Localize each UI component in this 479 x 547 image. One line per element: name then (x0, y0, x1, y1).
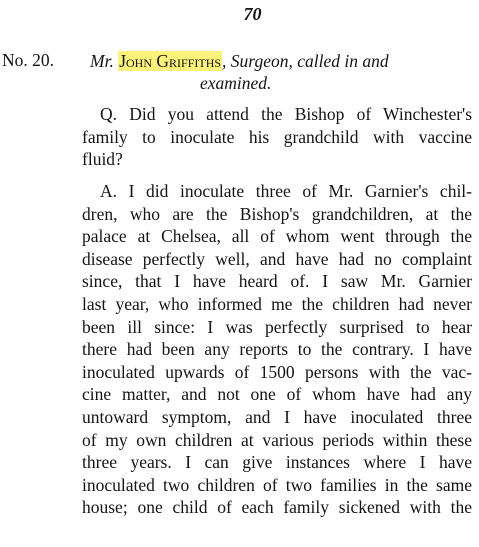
answer-line: A. I did inoculate three of Mr. Garnier's chil- (100, 181, 472, 201)
question-line: fluid? (82, 149, 123, 170)
heading-title-line2: examined. (200, 73, 272, 93)
answer-line: cine matter, and not one of whom have had any (82, 384, 472, 405)
entry-number: No. 20. (2, 50, 55, 70)
answer-line: house; one child of each family sickened with the (82, 497, 472, 518)
answer-line: of my own children at various periods within these (82, 429, 472, 450)
answer-line: inoculated two children of two families in the same (82, 474, 472, 495)
answer-line: dren, who are the Bishop's grandchildren, at the (82, 203, 472, 224)
answer-line: been ill since: I was perfectly surprised to hear (82, 316, 472, 337)
answer-paragraph (82, 180, 472, 519)
page-number: 70 (243, 4, 262, 24)
answer-line: there had been any reports to the contrary. I have (82, 339, 472, 360)
question-paragraph (82, 103, 472, 171)
answer-line: inoculated upwards of 1500 persons with the vac- (82, 361, 472, 382)
answer-line: last year, who informed me the children had never (82, 293, 472, 314)
answer-line: disease perfectly well, and have had no complaint (82, 248, 472, 269)
question-line: family to inoculate his grandchild with vaccine (82, 126, 472, 147)
heading-title (90, 50, 472, 94)
question-line: Q. Did you attend the Bishop of Winchester's (100, 104, 472, 124)
answer-line: palace at Chelsea, all of whom went through the (82, 226, 472, 247)
highlighted-name: John Griffiths (119, 51, 222, 71)
answer-line: since, that I have heard of. I saw Mr. Garnier (82, 271, 472, 292)
heading-honorific: Mr. (90, 51, 114, 71)
heading-title-rest: , Surgeon, called in and (222, 51, 389, 71)
answer-line: untoward symptom, and I have inoculated three (82, 406, 472, 427)
answer-line: three years. I can give instances where I have (82, 452, 472, 473)
